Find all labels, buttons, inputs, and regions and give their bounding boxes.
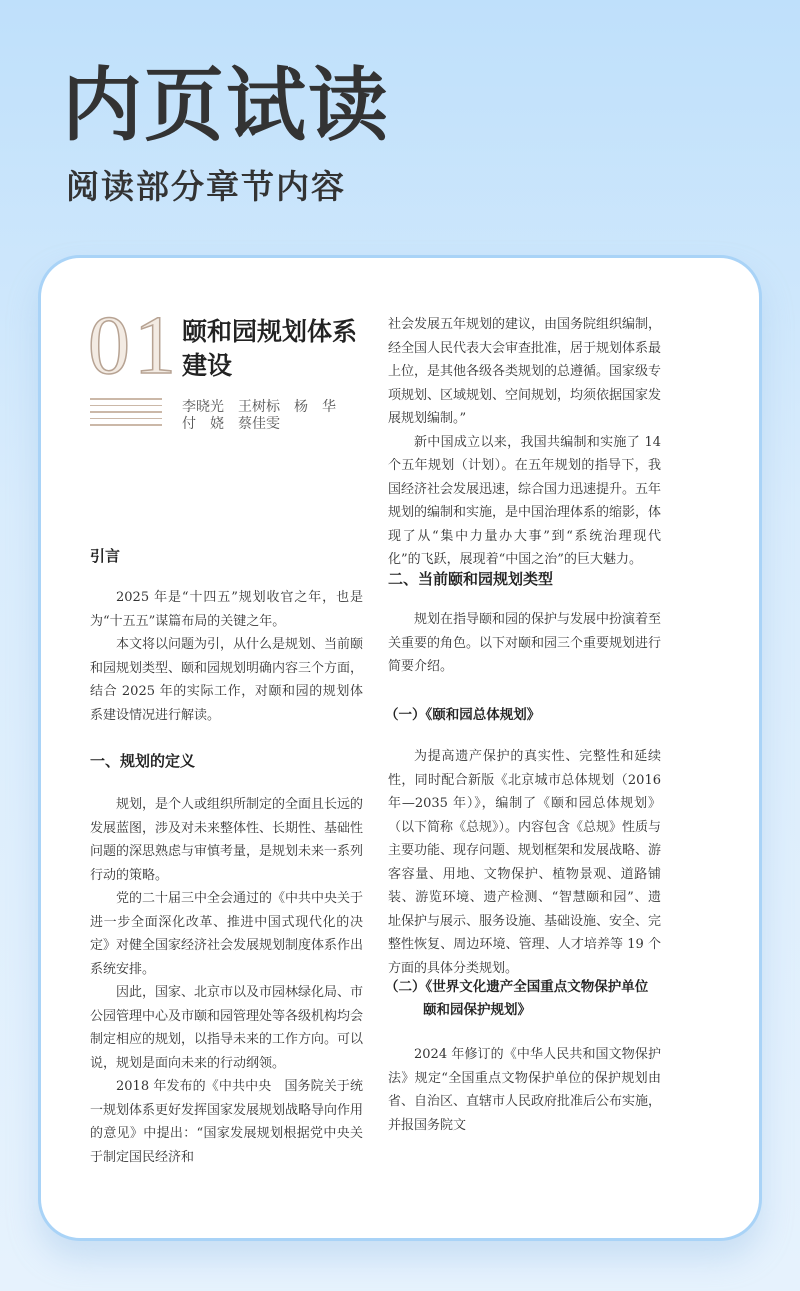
page-subtitle: 阅读部分章节内容 [66, 167, 346, 206]
section1-text [90, 793, 363, 1169]
subsection2-text [388, 1043, 661, 1137]
intro-heading: 引言 [90, 547, 121, 565]
paragraph: 为提高遗产保护的真实性、完整性和延续性，同时配合新版《北京城市总体规划（2016 年—2035 年）》，编制了《颐和园总体规划》（以下简称《总规》）。内容包含《总规》性质与主要功能、现存问题、规划框架和发展战略、游客容量、用地、文物保护、植物景观、道路铺装、游览环境、遗产检测、“智慧颐和园”、遗址保护与展示、服务设施、基础设施、安全、完整性恢复、周边环境、管理、人才培养等 19 个方面的具体分类规划。 [388, 749, 662, 976]
intro-text [90, 586, 363, 727]
subsection1-text [388, 745, 661, 980]
paragraph: 规划，是个人或组织所制定的全面且长远的发展蓝图，涉及对未来整体性、长期性、基础性问题的深思熟虑与审慎考量，是规划未来一系列行动的策略。 [90, 797, 364, 883]
page-title: 内页试读 [62, 59, 390, 152]
paragraph: 新中国成立以来，我国共编制和实施了 14 个五年规划（计划）。在五年规划的指导下，我国经济社会发展迅速，综合国力迅速提升。五年规划的编制和实施，是中国治理体系的缩影，体现了从“集中力量办大事”到“系统治理现代化”的飞跃，展现着“中国之治”的巨大魅力。 [388, 434, 662, 567]
authors-line-2: 付 娆 蔡佳雯 [182, 416, 280, 432]
authors-line-1: 李晓光 王树标 杨 华 [182, 399, 336, 415]
section2-heading: 二、当前颐和园规划类型 [388, 570, 554, 588]
authors [182, 399, 336, 433]
paragraph: 规划在指导颐和园的保护与发展中扮演着至关重要的角色。以下对颐和园三个重要规划进行简要介绍。 [388, 612, 662, 674]
subsection2-heading-line1: （二）《世界文化遗产全国重点文物保护单位 [385, 979, 649, 995]
paragraph: 本文将以问题为引，从什么是规划、当前颐和园规划类型、颐和园规划明确内容三个方面，结合 2025 年的实际工作，对颐和园的规划体系建设情况进行解读。 [90, 637, 364, 723]
chapter-title: 颐和园规划体系建设 [182, 317, 358, 380]
paragraph: 2018 年发布的《中共中央 国务院关于统一规划体系更好发挥国家发展规划战略导向作用的意见》中提出：“国家发展规划根据党中央关于制定国民经济和 [90, 1079, 364, 1165]
paragraph: 2025 年是“十四五”规划收官之年，也是为“十五五”谋篇布局的关键之年。 [90, 590, 363, 629]
decorative-rules [90, 398, 162, 431]
paragraph: 党的二十届三中全会通过的《中共中央关于进一步全面深化改革、推进中国式现代化的决定》对健全国家经济社会发展规划制度体系作出系统安排。 [90, 891, 364, 977]
subsection2-heading [385, 976, 648, 1022]
right-column-top [388, 313, 661, 572]
subsection1-heading: （一）《颐和园总体规划》 [385, 707, 541, 723]
paragraph: 因此，国家、北京市以及市园林绿化局、市公园管理中心及市颐和园管理处等各级机构均会制定相应的规划，以指导未来的工作方向。可以说，规划是面向未来的行动纲领。 [90, 985, 364, 1071]
chapter-number: 01 [88, 299, 180, 392]
paragraph: 2024 年修订的《中华人民共和国文物保护法》规定“全国重点文物保护单位的保护规划由省、自治区、直辖市人民政府批准后公布实施，并报国务院文 [388, 1047, 662, 1133]
subsection2-heading-line2: 颐和园保护规划》 [423, 1002, 531, 1018]
paragraph: 社会发展五年规划的建议，由国务院组织编制，经全国人民代表大会审查批准，居于规划体系最上位，是其他各级各类规划的总遵循。国家级专项规划、区域规划、空间规划，均须依据国家发展规划编制。” [388, 317, 662, 426]
section2-text [388, 608, 661, 679]
section1-heading: 一、规划的定义 [90, 752, 196, 770]
